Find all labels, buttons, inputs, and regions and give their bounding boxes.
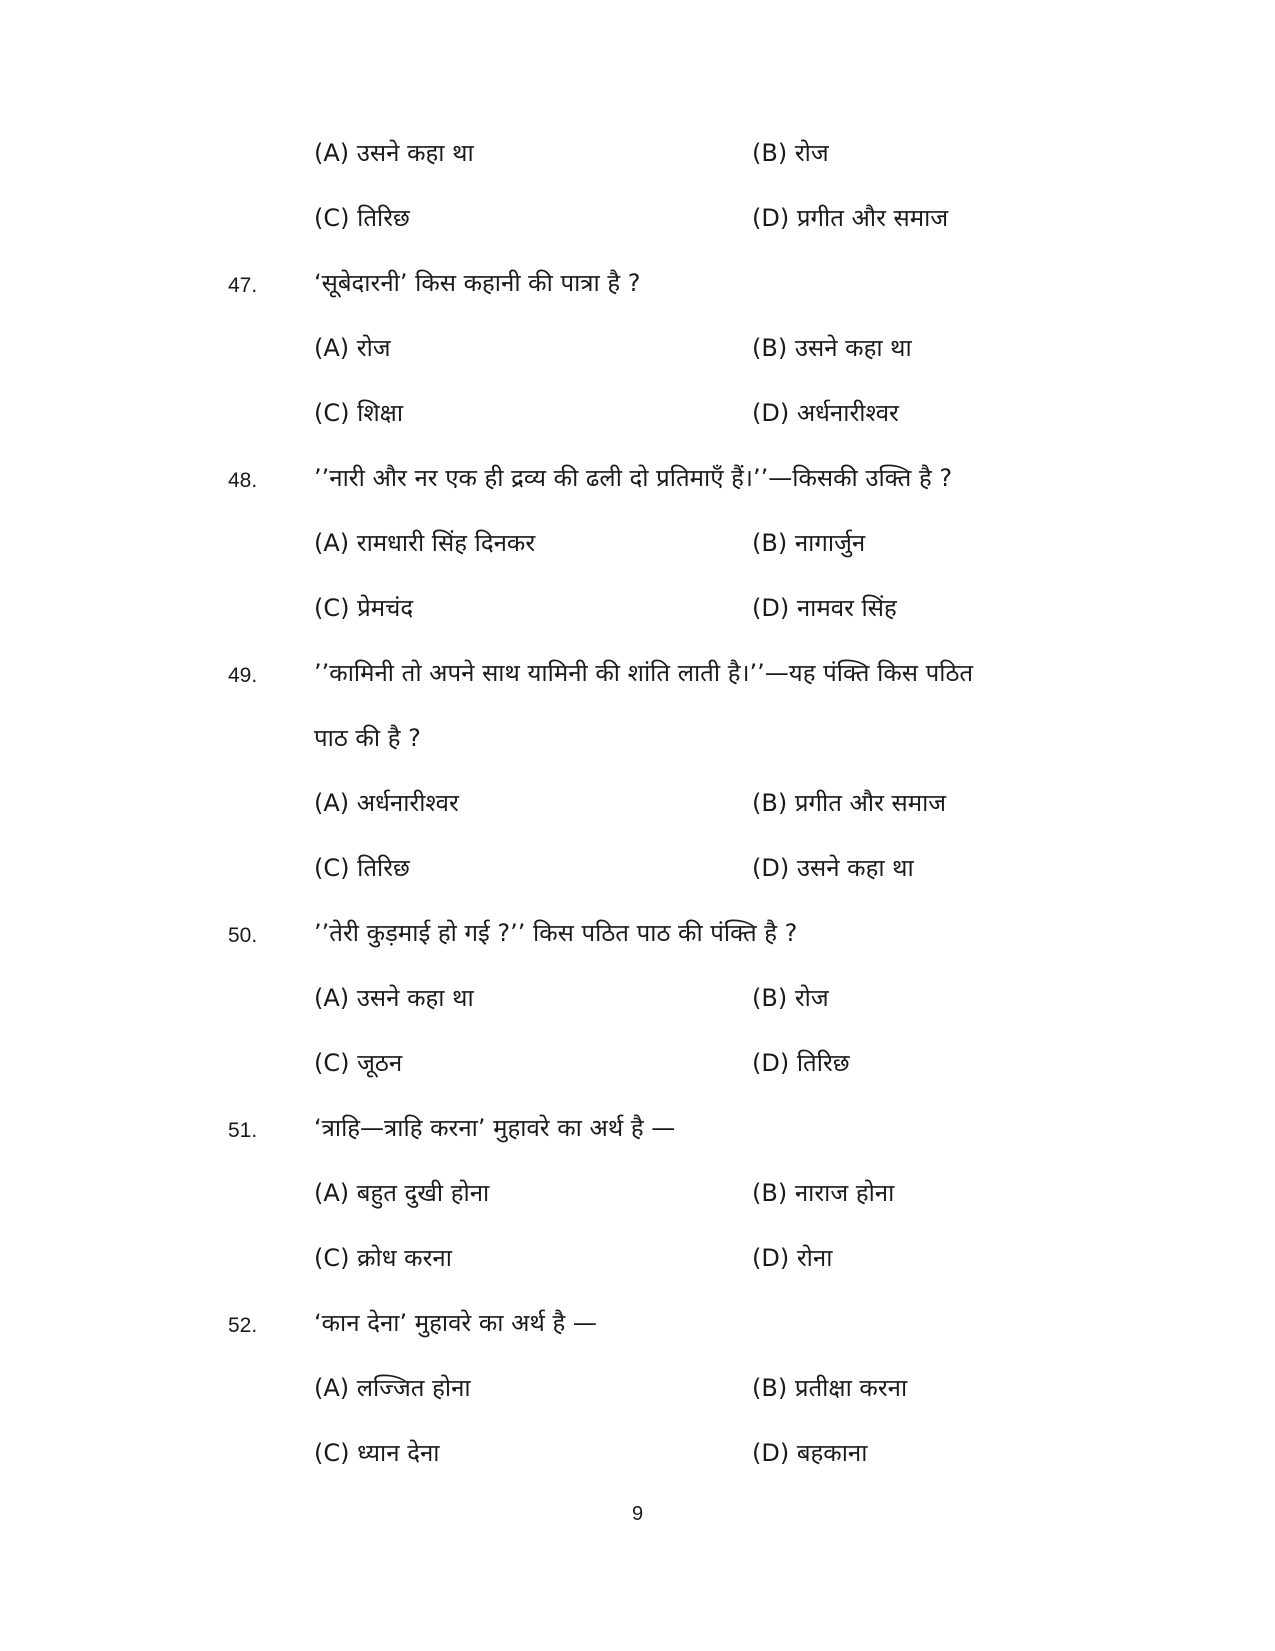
option-c: (C) तिरिछ [314, 854, 410, 882]
question-number: 49. [228, 664, 258, 687]
option-b: (B) रोज [752, 984, 829, 1012]
option-c: (C) प्रेमचंद [314, 594, 414, 622]
option-a: (A) लज्जित होना [314, 1374, 471, 1402]
question-text: ‘त्राहि—त्राहि करना’ मुहावरे का अर्थ है — [314, 1114, 676, 1142]
page-number: 9 [631, 1503, 644, 1525]
option-d: (D) अर्धनारीश्वर [752, 399, 899, 427]
option-b: (B) रोज [752, 139, 829, 167]
option-c: (C) जूठन [314, 1049, 403, 1077]
option-b: (B) प्रगीत और समाज [752, 789, 947, 817]
question-text: ‘कान देना’ मुहावरे का अर्थ है — [314, 1309, 597, 1337]
question-text-continued: पाठ की है ? [314, 724, 421, 752]
question-number: 52. [228, 1314, 258, 1337]
option-b: (B) उसने कहा था [752, 334, 912, 362]
option-d: (D) बहकाना [752, 1439, 868, 1467]
option-d: (D) रोना [752, 1244, 833, 1272]
option-a: (A) रामधारी सिंह दिनकर [314, 529, 536, 557]
question-text: ’’कामिनी तो अपने साथ यामिनी की शांति लाती है।’’—यह पंक्ति किस पठित [314, 659, 974, 687]
option-a: (A) उसने कहा था [314, 139, 474, 167]
option-c: (C) तिरिछ [314, 204, 410, 232]
option-c: (C) शिक्षा [314, 399, 404, 427]
option-c: (C) क्रोध करना [314, 1244, 452, 1272]
option-c: (C) ध्यान देना [314, 1439, 440, 1467]
option-d: (D) नामवर सिंह [752, 594, 897, 622]
option-a: (A) अर्धनारीश्वर [314, 789, 459, 817]
question-number: 47. [228, 274, 258, 297]
question-number: 50. [228, 924, 258, 947]
option-a: (A) रोज [314, 334, 391, 362]
question-text: ‘सूबेदारनी’ किस कहानी की पात्रा है ? [314, 269, 641, 297]
question-text: ’’तेरी कुड़माई हो गई ?’’ किस पठित पाठ की पंक्ति है ? [314, 919, 798, 947]
question-text: ’’नारी और नर एक ही द्रव्य की ढली दो प्रतिमाएँ हैं।’’—किसकी उक्ति है ? [314, 464, 953, 492]
question-number: 51. [228, 1119, 258, 1142]
option-a: (A) बहुत दुखी होना [314, 1179, 490, 1207]
option-b: (B) प्रतीक्षा करना [752, 1374, 908, 1402]
option-b: (B) नागार्जुन [752, 529, 866, 557]
option-d: (D) उसने कहा था [752, 854, 914, 882]
option-a: (A) उसने कहा था [314, 984, 474, 1012]
question-number: 48. [228, 469, 258, 492]
option-d: (D) तिरिछ [752, 1049, 850, 1077]
option-b: (B) नाराज होना [752, 1179, 895, 1207]
option-d: (D) प्रगीत और समाज [752, 204, 949, 232]
